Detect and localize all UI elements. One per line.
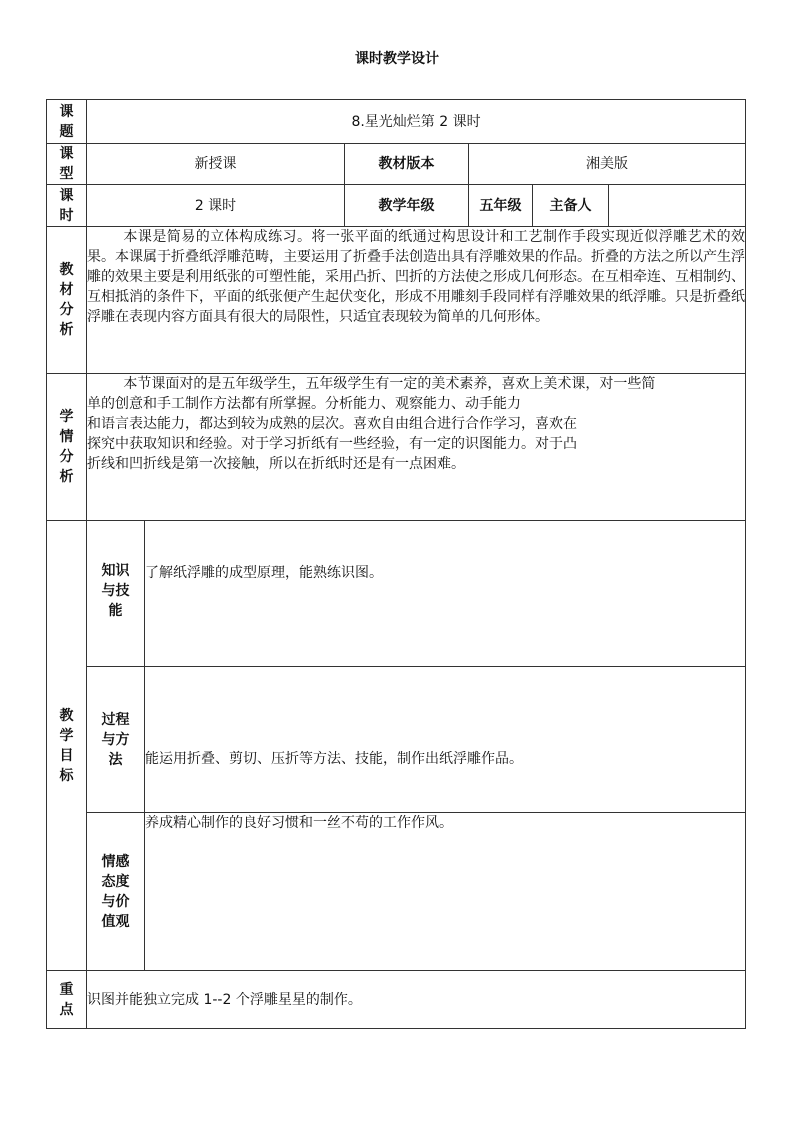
objectives-label: 教 学 目 标 — [47, 521, 87, 971]
objective-row-knowledge — [47, 521, 746, 667]
student-analysis-text — [87, 374, 746, 521]
type-label: 课 型 — [47, 144, 87, 185]
objective-knowledge-label: 知识 与技 能 — [87, 521, 145, 667]
objective-attitude-label: 情感 态度 与价 值观 — [87, 813, 145, 971]
objective-row-process — [47, 667, 746, 813]
hours-value: 2 课时 — [87, 185, 345, 227]
student-analysis-line: 探究中获取知识和经验。对于学习折纸有一些经验，有一定的识图能力。对于凸 — [87, 436, 577, 452]
grade-label: 教学年级 — [345, 185, 469, 227]
type-row — [47, 144, 746, 185]
student-analysis-line: 和语言表达能力，都达到较为成熟的层次。喜欢自由组合进行合作学习，喜欢在 — [87, 416, 577, 432]
student-analysis-row — [47, 374, 746, 521]
material-analysis-row — [47, 227, 746, 374]
focus-row — [47, 971, 746, 1029]
lesson-plan-table — [46, 99, 746, 1029]
grade-value: 五年级 — [469, 185, 533, 227]
focus-text: 识图并能独立完成 1--2 个浮雕星星的制作。 — [87, 971, 746, 1029]
preparer-label: 主备人 — [533, 185, 609, 227]
focus-label: 重 点 — [47, 971, 87, 1029]
student-analysis-line: 单的创意和手工制作方法都有所掌握。分析能力、观察能力、动手能力 — [87, 396, 521, 412]
material-analysis-label: 教 材 分 析 — [47, 227, 87, 374]
topic-value: 8.星光灿烂第 2 课时 — [87, 100, 746, 144]
edition-value: 湘美版 — [469, 144, 746, 185]
edition-label: 教材版本 — [345, 144, 469, 185]
topic-label: 课 题 — [47, 100, 87, 144]
page-title: 课时教学设计 — [355, 51, 439, 67]
hours-row — [47, 185, 746, 227]
material-analysis-text: 本课是简易的立体构成练习。将一张平面的纸通过构思设计和工艺制作手段实现近似浮雕艺术的效果。本课属于折叠纸浮雕范畴，主要运用了折叠手法创造出具有浮雕效果的作品。折叠的方法之所以产生浮雕的效果主要是利用纸张的可塑性能，采用凸折、凹折的方法使之形成几何形态。在互相牵连、互相制约、互相抵消的条件下，平面的纸张便产生起伏变化，形成不用雕刻手段同样有浮雕效果的纸浮雕。只是折叠纸浮雕在表现内容方面具有很大的局限性，只适宜表现较为简单的几何形体。 — [87, 227, 746, 374]
student-analysis-label: 学 情 分 析 — [47, 374, 87, 521]
objective-attitude-text: 养成精心制作的良好习惯和一丝不苟的工作作风。 — [145, 813, 746, 971]
topic-row — [47, 100, 746, 144]
type-value: 新授课 — [87, 144, 345, 185]
hours-label: 课 时 — [47, 185, 87, 227]
objective-process-label: 过程 与方 法 — [87, 667, 145, 813]
preparer-value — [609, 185, 746, 227]
student-analysis-line: 折线和凹折线是第一次接触，所以在折纸时还是有一点困难。 — [87, 456, 465, 472]
student-analysis-line: 本节课面对的是五年级学生，五年级学生有一定的美术素养，喜欢上美术课，对一些简 — [123, 376, 656, 392]
objective-knowledge-text: 了解纸浮雕的成型原理，能熟练识图。 — [145, 521, 746, 667]
objective-process-text: 能运用折叠、剪切、压折等方法、技能，制作出纸浮雕作品。 — [145, 667, 746, 813]
objective-row-attitude — [47, 813, 746, 971]
